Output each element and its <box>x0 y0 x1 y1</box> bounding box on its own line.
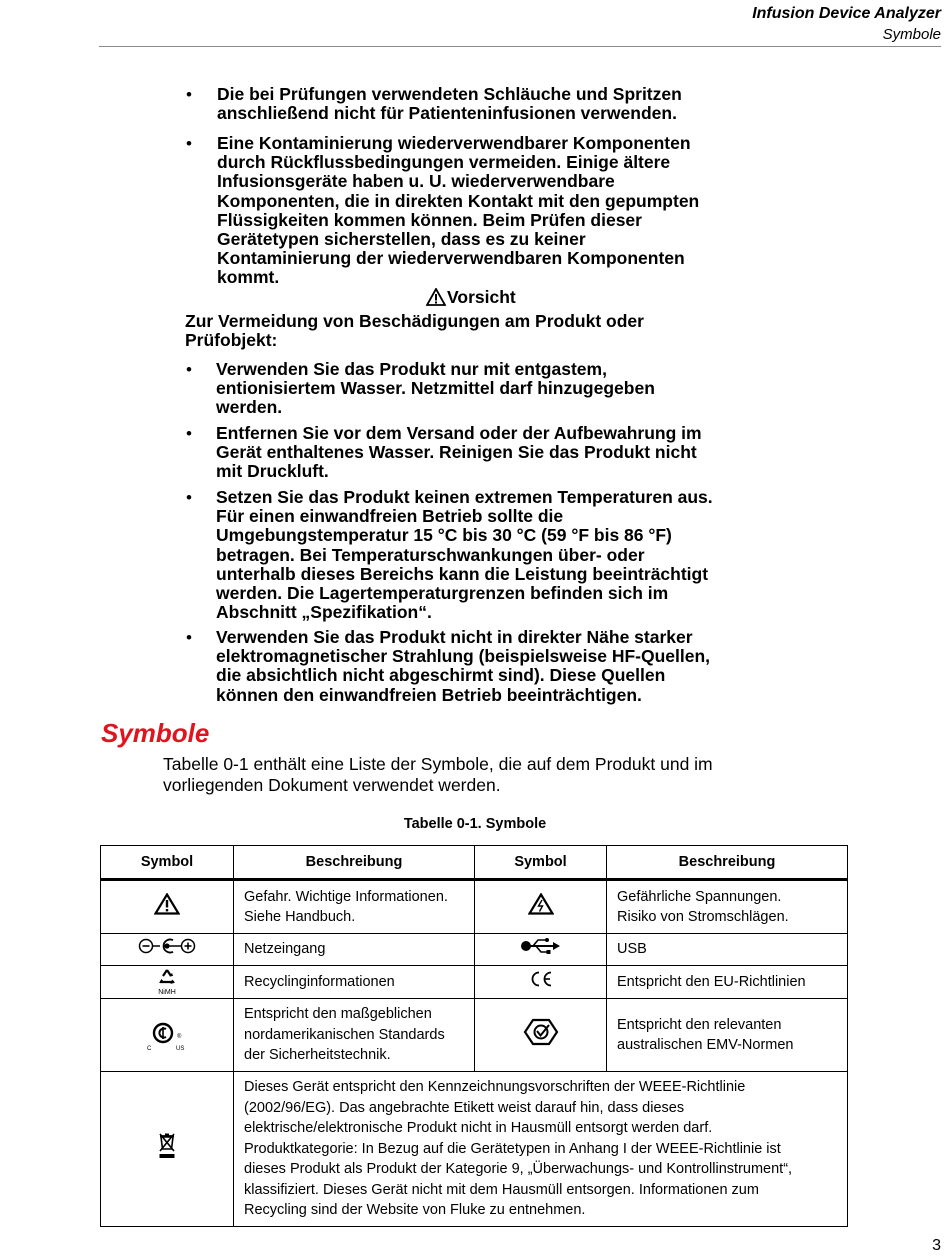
list-item: Verwenden Sie das Produkt nicht in direkter Nähe starker elektromagnetischer Strahlung (beispielsweise HF-Quellen, die absichtlich nicht abgeschirmt sind). Diese Quellen können den einwandfreien Betrieb beeinträchtigen. <box>216 627 711 705</box>
bullet-dot: • <box>186 488 192 507</box>
section-title: Symbole <box>101 718 210 748</box>
description-cell: Entspricht den EU-Richtlinien <box>607 966 848 999</box>
symbol-cell <box>475 999 607 1072</box>
bullet-dot: • <box>186 134 192 153</box>
warning-triangle-icon <box>154 893 180 915</box>
registered-mark: ® <box>177 1034 182 1040</box>
symbols-table <box>100 845 848 1227</box>
battery-type-label: NiMH <box>158 988 176 996</box>
table-row <box>101 966 848 999</box>
symbol-cell <box>475 880 607 934</box>
bullet-dot: • <box>186 360 192 379</box>
ce-mark-icon <box>528 970 554 988</box>
rcm-mark-icon <box>522 1017 560 1047</box>
recycle-arrows-icon <box>157 968 177 985</box>
document-title: Infusion Device Analyzer <box>752 5 941 22</box>
caution-heading: Vorsicht <box>426 287 516 307</box>
table-row <box>101 999 848 1072</box>
description-cell: Entspricht den relevanten australischen EMV-Normen <box>607 999 848 1072</box>
csa-c-label: C <box>147 1046 152 1052</box>
table-caption: Tabelle 0-1. Symbole <box>403 816 547 832</box>
warning-triangle-icon <box>426 288 446 306</box>
bullet-dot: • <box>186 628 192 647</box>
usb-icon <box>520 937 562 955</box>
list-item: Setzen Sie das Produkt keinen extremen Temperaturen aus. Für einen einwandfreien Betrieb sollte die Umgebungstemperatur 15 °C bis 30 °C (59 °F bis 86 °F) betragen. Bei Temperaturschwankungen über- oder unterhalb dieses Bereichs kann die Leistung beeinträchtigt werden. Die Lagertemperaturgrenzen befinden sich im Abschnitt „Spezifikation“. <box>216 487 713 623</box>
symbol-cell <box>475 966 607 999</box>
dc-power-input-icon <box>138 937 196 955</box>
list-item: Verwenden Sie das Produkt nur mit entgastem, entionisiertem Wasser. Netzmittel darf hinzugegeben werden. <box>216 359 655 418</box>
csa-mark-icon <box>147 1022 187 1052</box>
recycling-nimh-icon <box>101 968 233 996</box>
table-row <box>101 1072 848 1227</box>
bullet-dot: • <box>186 424 192 443</box>
csa-circle-icon <box>152 1022 174 1044</box>
symbol-cell <box>101 999 234 1072</box>
symbol-cell <box>101 880 234 934</box>
description-cell: Recyclinginformationen <box>234 966 475 999</box>
table-header-row <box>101 846 848 880</box>
description-cell: Gefahr. Wichtige Informationen. Siehe Handbuch. <box>234 880 475 934</box>
description-cell: Netzeingang <box>234 934 475 966</box>
section-intro: Tabelle 0-1 enthält eine Liste der Symbole, die auf dem Produkt und im vorliegenden Dokument verwendet werden. <box>163 754 713 795</box>
symbol-cell <box>475 934 607 966</box>
list-item: Die bei Prüfungen verwendeten Schläuche und Spritzen anschließend nicht für Patienteninfusionen verwenden. <box>217 84 682 124</box>
column-header: Beschreibung <box>607 846 848 880</box>
weee-description-cell: Dieses Gerät entspricht den Kennzeichnungsvorschriften der WEEE-Richtlinie (2002/96/EG). Das angebrachte Etikett weist darauf hin, dass dieses elektrische/elektronische Produkt nicht in Hausmüll entsorgt werden darf. Produktkategorie: In Bezug auf die Gerätetypen in Anhang I der WEEE-Richtlinie ist dieses Produkt als Produkt der Kategorie 9, „Überwachungs- und Kontrollinstrument“, klassifiziert. Dieses Gerät nicht mit dem Hausmüll entsorgen. Informationen zum Recycling sind der Website von Fluke zu entnehmen. <box>234 1072 848 1227</box>
page-number: 3 <box>932 1237 941 1254</box>
header-divider <box>99 46 941 47</box>
description-cell: Entspricht den maßgeblichen nordamerikanischen Standards der Sicherheitstechnik. <box>234 999 475 1072</box>
bullet-dot: • <box>186 85 192 104</box>
list-item: Entfernen Sie vor dem Versand oder der Aufbewahrung im Gerät enthaltenes Wasser. Reinigen Sie das Produkt nicht mit Druckluft. <box>216 423 702 482</box>
csa-us-label: US <box>176 1046 185 1052</box>
description-cell: USB <box>607 934 848 966</box>
column-header: Symbol <box>475 846 607 880</box>
caution-intro: Zur Vermeidung von Beschädigungen am Produkt oder Prüfobjekt: <box>185 311 644 351</box>
weee-crossed-bin-icon <box>157 1132 177 1160</box>
description-cell: Gefährliche Spannungen. Risiko von Stromschlägen. <box>607 880 848 934</box>
table-row <box>101 934 848 966</box>
high-voltage-icon <box>528 893 554 915</box>
symbol-cell <box>101 934 234 966</box>
column-header: Beschreibung <box>234 846 475 880</box>
column-header: Symbol <box>101 846 234 880</box>
table-row <box>101 880 848 934</box>
list-item: Eine Kontaminierung wiederverwendbarer Komponenten durch Rückflussbedingungen vermeiden. Einige ältere Infusionsgeräte haben u. U. wiederverwendbare Komponenten, die in direkten Kontakt mit den gepumpten Flüssigkeiten kommen können. Beim Prüfen dieser Gerätetypen sicherstellen, dass es zu keiner Kontaminierung der wiederverwendbaren Komponenten kommt. <box>217 133 700 288</box>
section-name: Symbole <box>882 26 941 43</box>
symbol-cell <box>101 966 234 999</box>
symbol-cell <box>101 1072 234 1227</box>
